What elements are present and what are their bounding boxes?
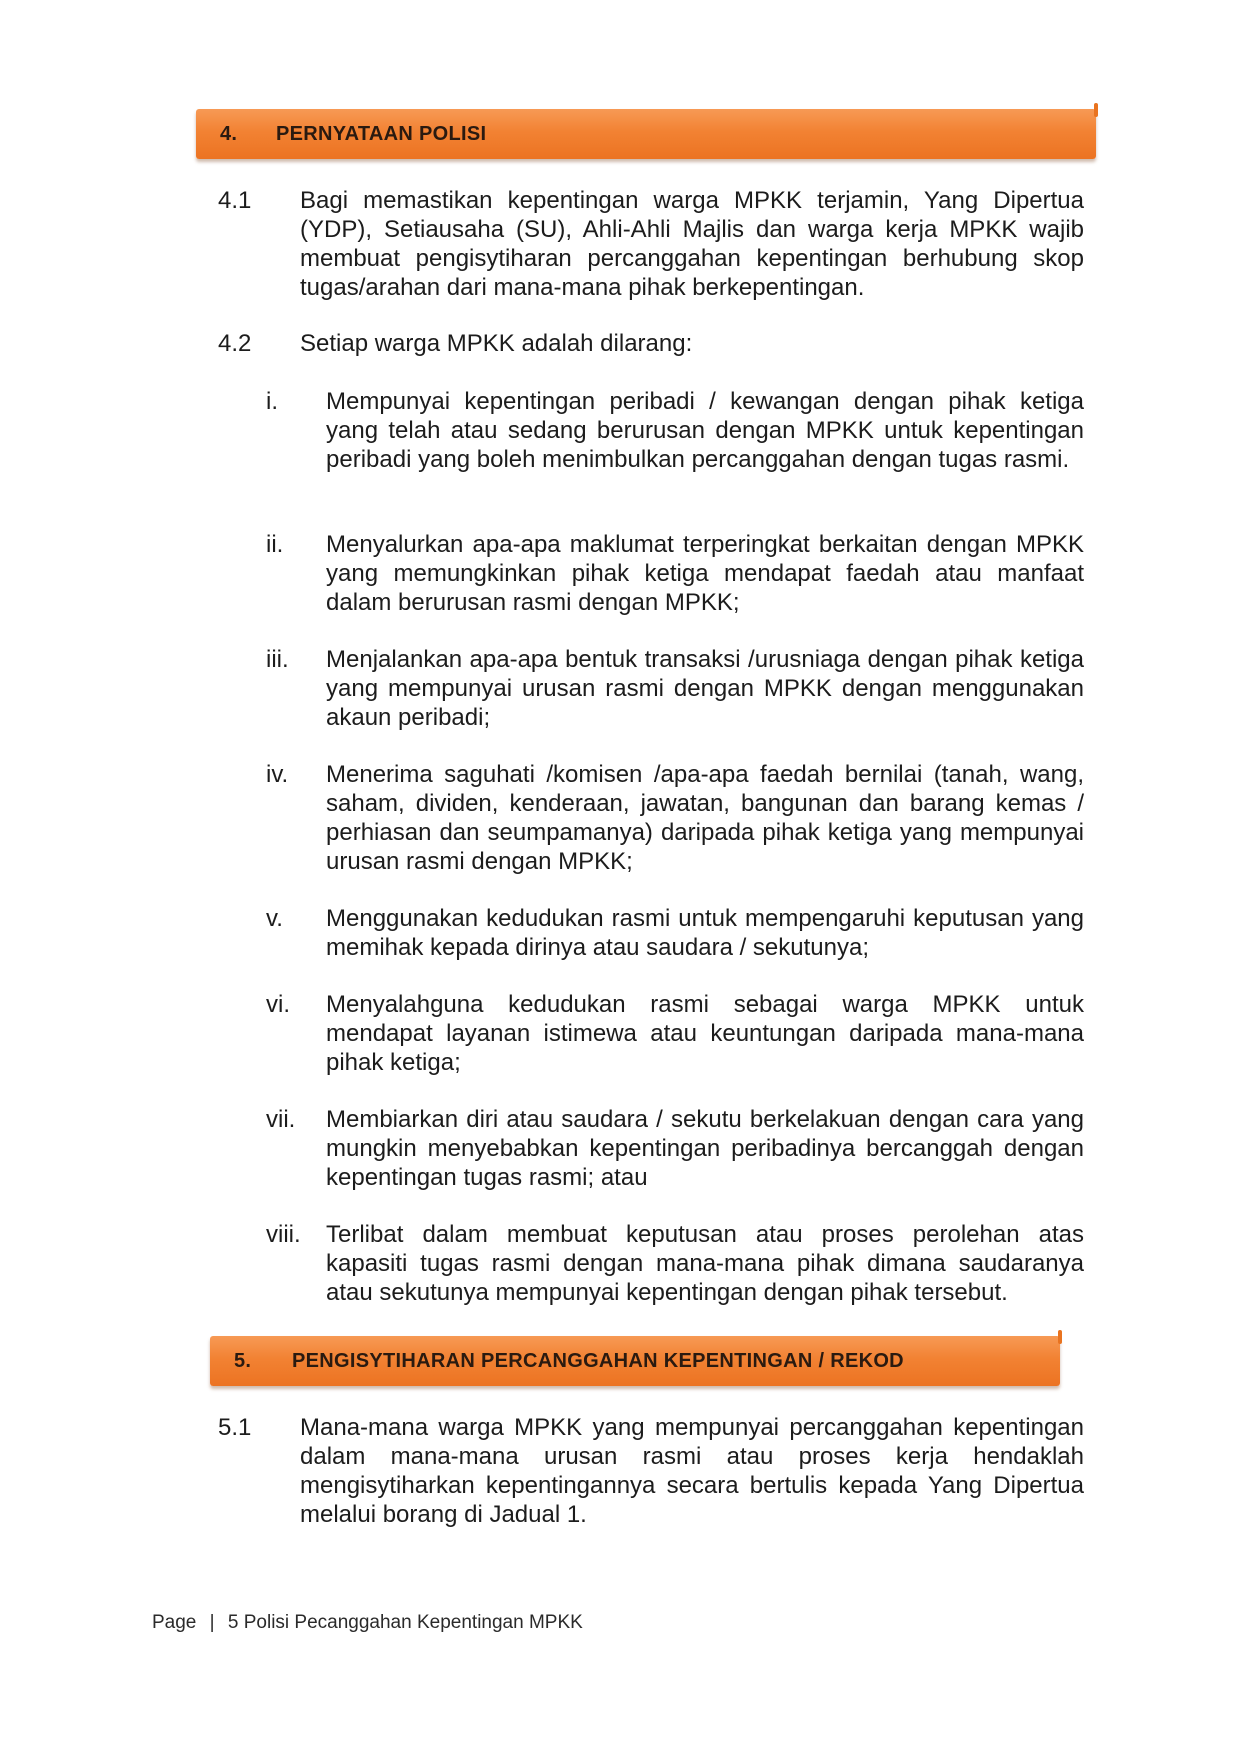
footer-page-number: 5: [227, 1612, 239, 1633]
list-item-text: Terlibat dalam membuat keputusan atau proses perolehan atas kapasiti tugas rasmi dengan mana-mana pihak dimana saudaranya atau sekutunya mempunyai kepentingan dengan pihak tersebut.: [326, 1221, 1084, 1306]
section-header-5: [210, 1336, 1060, 1386]
list-item-text: Menyalahguna kedudukan rasmi sebagai warga MPKK untuk mendapat layanan istimewa atau keuntungan daripada mana-mana pihak ketiga;: [326, 991, 1084, 1076]
list-item-text: Menggunakan kedudukan rasmi untuk mempengaruhi keputusan yang memihak kepada dirinya atau saudara / sekutunya;: [326, 905, 1084, 961]
list-item-text: Menerima saguhati /komisen /apa-apa faedah bernilai (tanah, wang, saham, dividen, kenderaan, jawatan, bangunan dan barang kemas / perhiasan dan seumpamanya) daripada pihak ketiga yang mempunyai urusan rasmi dengan MPKK;: [326, 761, 1084, 875]
section-header-4: [196, 109, 1096, 159]
list-item-marker: iv.: [266, 761, 289, 788]
list-item-marker: viii.: [266, 1221, 301, 1248]
clause-number: 4.1: [218, 187, 252, 214]
section-number: 5.: [234, 1350, 252, 1372]
section-title: PENGISYTIHARAN PERCANGGAHAN KEPENTINGAN / REKOD: [292, 1350, 904, 1372]
list-item-marker: iii.: [266, 646, 289, 673]
list-item-text: Mempunyai kepentingan peribadi / kewangan dengan pihak ketiga yang telah atau sedang berurusan dengan MPKK untuk kepentingan peribadi yang boleh menimbulkan percanggahan dengan tugas rasmi.: [326, 388, 1084, 473]
list-item-marker: vi.: [266, 991, 290, 1018]
list-item-text: Menyalurkan apa-apa maklumat terperingkat berkaitan dengan MPKK yang memungkinkan pihak ketiga mendapat faedah atau manfaat dalam berurusan rasmi dengan MPKK;: [326, 531, 1084, 616]
list-item-marker: ii.: [266, 531, 284, 558]
clause-number: 4.2: [218, 330, 252, 357]
list-item-text: Menjalankan apa-apa bentuk transaksi /urusniaga dengan pihak ketiga yang mempunyai urusan rasmi dengan MPKK dengan menggunakan akaun peribadi;: [326, 646, 1084, 731]
clause-text: Mana-mana warga MPKK yang mempunyai percanggahan kepentingan dalam mana-mana urusan rasmi atau proses kerja hendaklah mengisytiharkan kepentingannya secara bertulis kepada Yang Dipertua melalui borang di Jadual 1.: [300, 1414, 1084, 1528]
page-footer: [152, 1612, 583, 1634]
section-title: PERNYATAAN POLISI: [276, 123, 487, 145]
list-item-text: Membiarkan diri atau saudara / sekutu berkelakuan dengan cara yang mungkin menyebabkan kepentingan peribadinya bercanggah dengan kepentingan tugas rasmi; atau: [326, 1106, 1084, 1191]
list-item-marker: i.: [266, 388, 278, 415]
footer-document-title: Polisi Pecanggahan Kepentingan MPKK: [243, 1612, 583, 1633]
clause-text: Bagi memastikan kepentingan warga MPKK terjamin, Yang Dipertua (YDP), Setiausaha (SU), Ahli-Ahli Majlis dan warga kerja MPKK wajib membuat pengisytiharan percanggahan kepentingan berhubung skop tugas/arahan dari mana-mana pihak berkepentingan.: [300, 187, 1084, 301]
list-item-marker: vii.: [266, 1106, 296, 1133]
clause-number: 5.1: [218, 1414, 252, 1441]
footer-page-label: Page: [152, 1612, 197, 1633]
footer-separator: |: [209, 1612, 215, 1633]
section-number: 4.: [220, 123, 238, 145]
clause-text: Setiap warga MPKK adalah dilarang:: [300, 330, 693, 357]
list-item-marker: v.: [266, 905, 283, 932]
